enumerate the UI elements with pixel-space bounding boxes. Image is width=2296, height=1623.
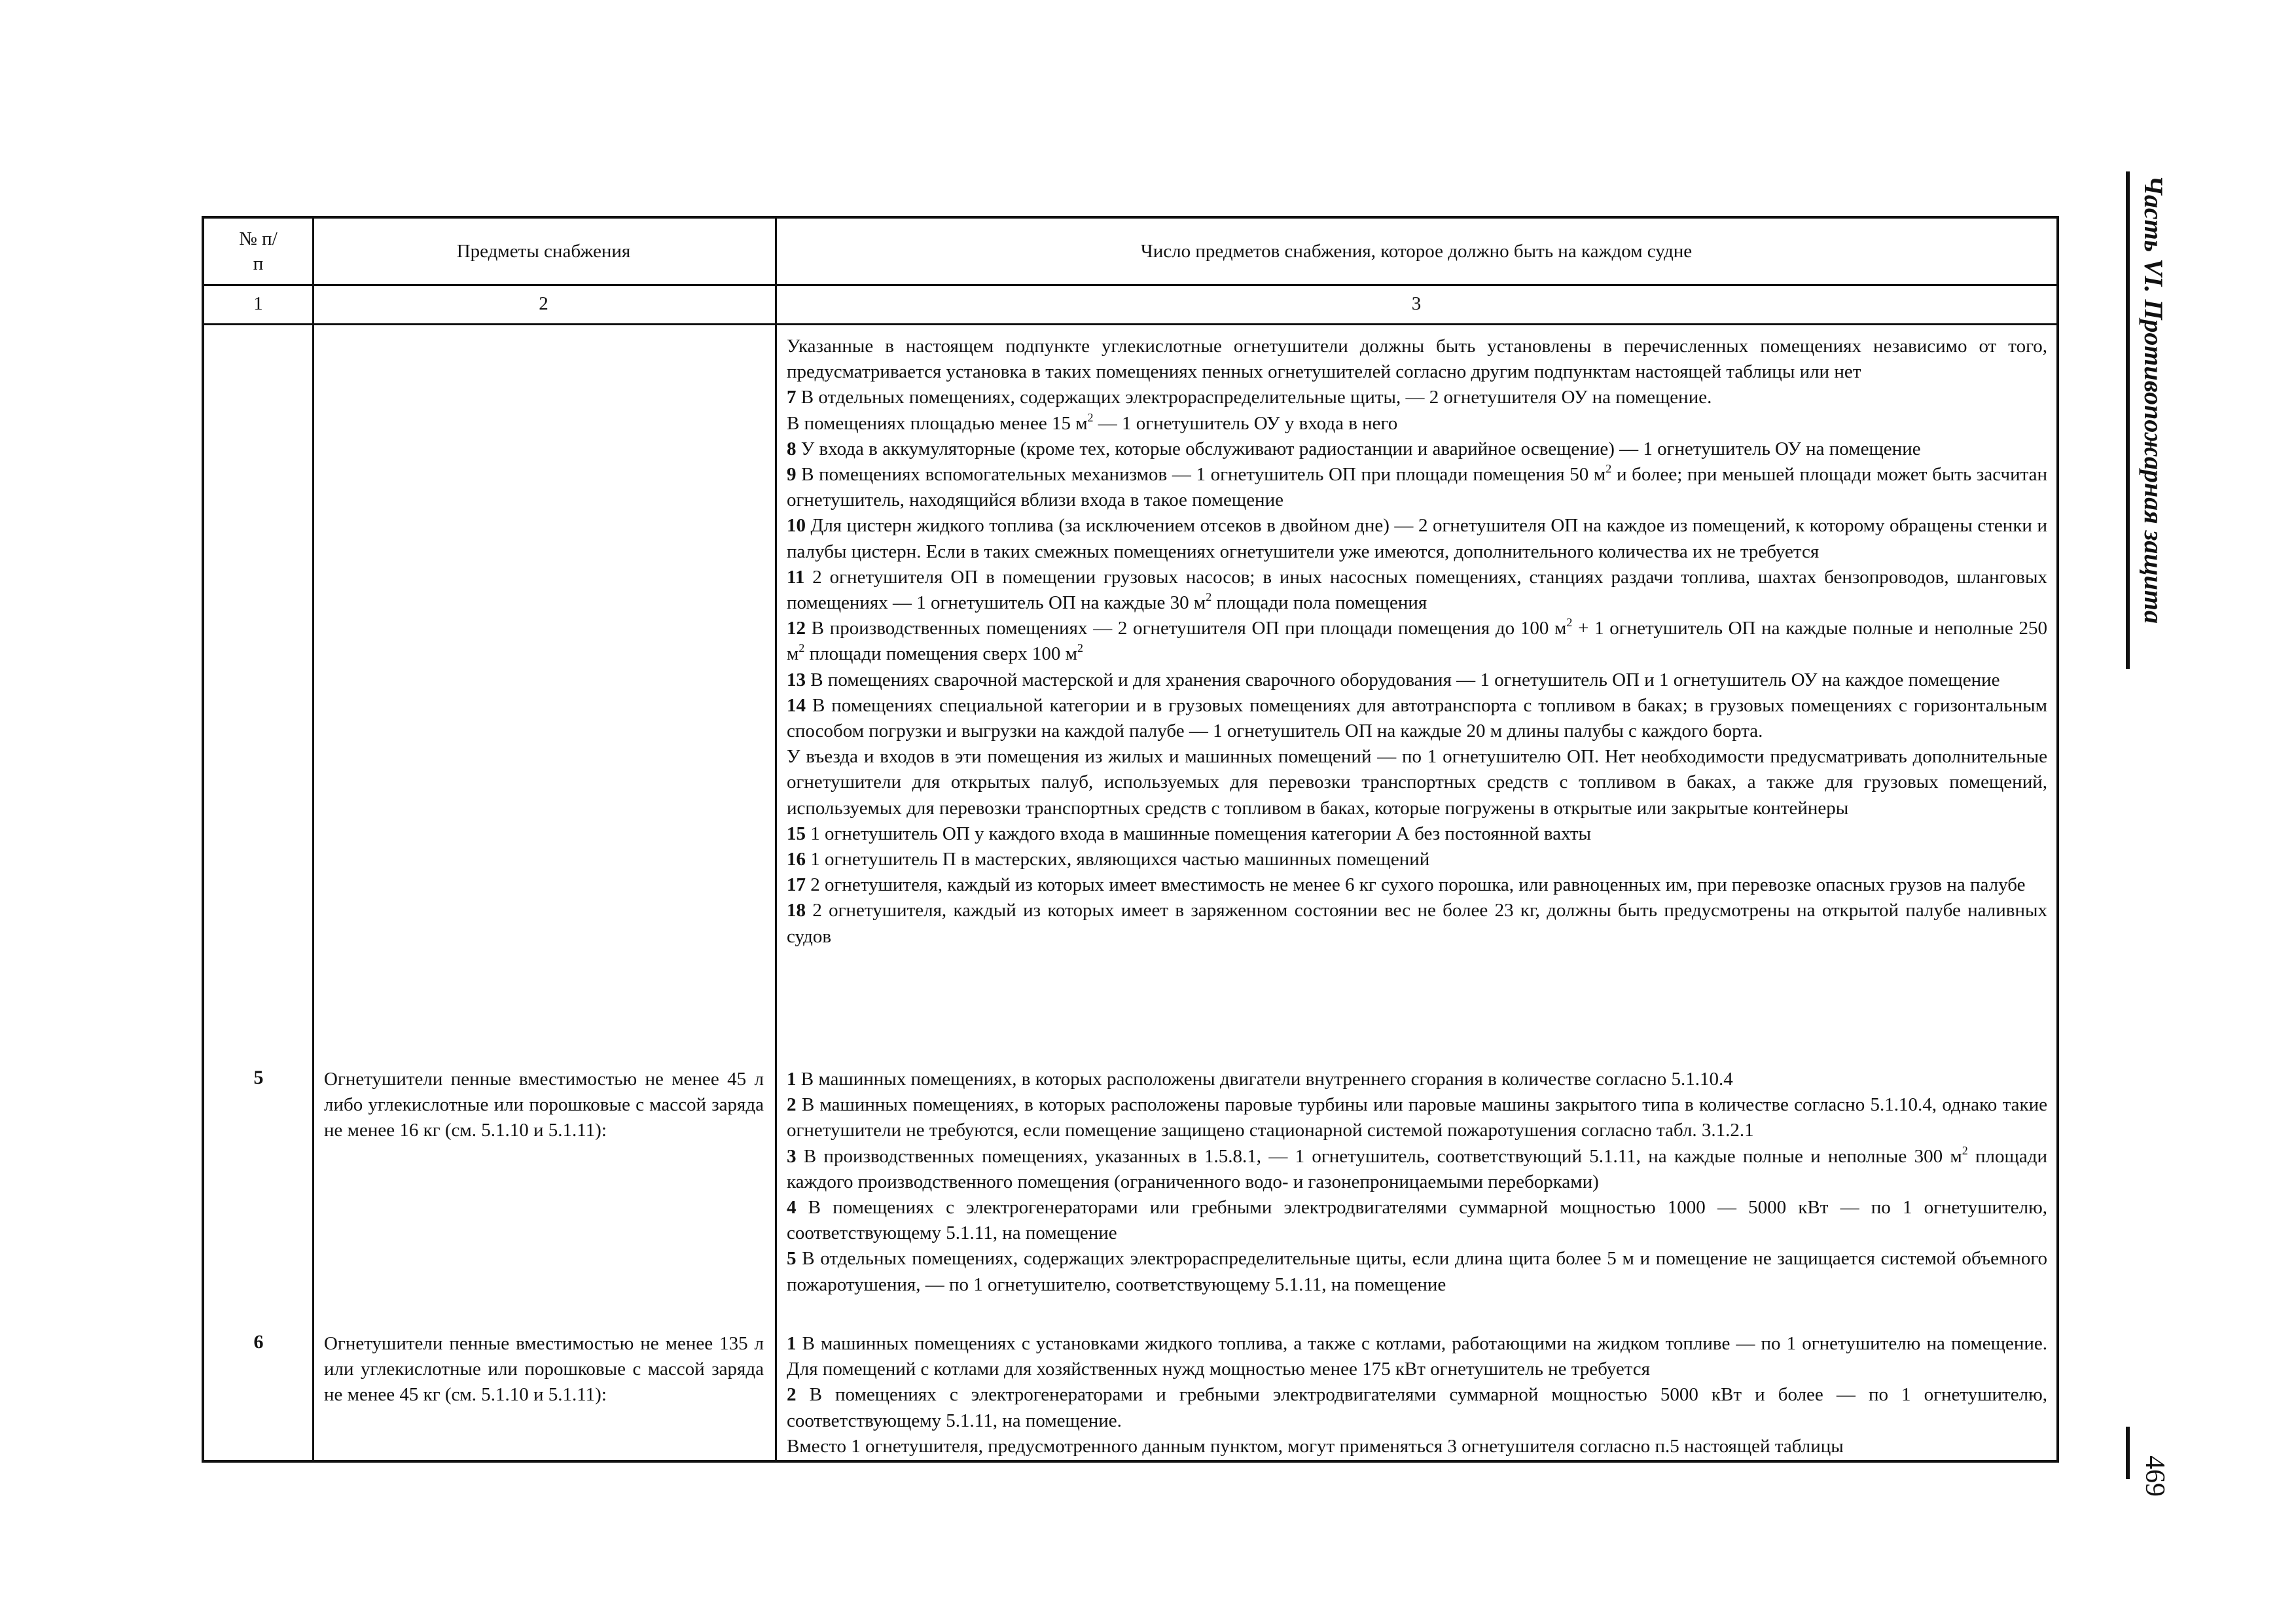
- item-7b-post: — 1 огнетушитель ОУ у входа в него: [1093, 412, 1398, 434]
- row-6-number: 6: [253, 1331, 264, 1353]
- row-5-item-4: [787, 1195, 2047, 1246]
- item-11: [787, 565, 2047, 616]
- item-15-number: 15: [787, 823, 806, 844]
- item-15-text: 1 огнетушитель ОП у каждого входа в машинные помещения категории А без постоянной вахты: [806, 823, 1592, 844]
- item-12: [787, 616, 2047, 667]
- numbering-divider: [204, 323, 2056, 325]
- column-divider-1: [312, 219, 314, 1460]
- continuation-block: [787, 334, 2047, 950]
- intro-paragraph: [787, 334, 2047, 385]
- item-7b: [787, 411, 2047, 437]
- header-quantity-label: Число предметов снабжения, которое должно быть на каждом судне: [1140, 241, 1693, 262]
- intro-text: Указанные в настоящем подпункте углекислотные огнетушители должны быть установлены в перечисленных помещениях независимо от того, предусматривается установка в таких помещениях пенных огнетушителей согласно другим подпунктам настоящей таблицы или нет: [787, 336, 2047, 383]
- item-7b-sup: 2: [1087, 410, 1094, 424]
- item-12-number: 12: [787, 618, 806, 639]
- supply-table: [202, 216, 2059, 1463]
- item-11-pre: 2 огнетушителя ОП в помещении грузовых насосов; в иных насосных помещениях, станциях раздачи топлива, шахтах бензопроводов, шланговых помещениях — 1 огнетушитель ОП на каждые 30 м: [787, 566, 2047, 614]
- col-number-2: [312, 284, 775, 323]
- header-number: [204, 219, 312, 284]
- item-16-text: 1 огнетушитель П в мастерских, являющихся частью машинных помещений: [806, 849, 1430, 870]
- item-14b-text: У въезда и входов в эти помещения из жилых и машинных помещений — по 1 огнетушителю ОП. Нет необходимости предусматривать дополнительные огнетушители для открытых палуб, используемых для перевозки транспортных средств с топливом в баках, а также для грузовых помещений, используемых для перевозки транспортных средств с топливом в баках, которые погружены в открытые или закрытые контейнеры: [787, 746, 2047, 819]
- item-12-mid: + 1 огнетушитель ОП на каждые полные и неполные 250 м: [787, 618, 2047, 665]
- item-14-text: В помещениях специальной категории и в грузовых помещениях для автотранспорта с топливом в баках; в грузовых помещениях с горизонтальным способом погрузки и выгрузки на каждой палубе — 1 огнетушитель ОП на каждые 20 м длины палубы с каждого борта.: [787, 694, 2047, 742]
- item-11-number: 11: [787, 566, 805, 588]
- row-5-item-1-text: В машинных помещениях, в которых расположены двигатели внутреннего сгорания в количестве согласно 5.1.10.4: [796, 1069, 1733, 1090]
- row-5-item-1: [787, 1067, 2047, 1092]
- row-6-quantity: [787, 1331, 2047, 1459]
- row-5-quantity: [787, 1067, 2047, 1298]
- item-15: [787, 821, 2047, 847]
- column-divider-2: [775, 219, 777, 1460]
- item-14: [787, 693, 2047, 744]
- item-18: [787, 898, 2047, 949]
- item-9-pre: В помещениях вспомогательных механизмов — 1 огнетушитель ОП при площади помещения 50 м: [796, 464, 1606, 486]
- col-number-1: [204, 284, 312, 323]
- item-11-post: площади пола помещения: [1211, 592, 1427, 614]
- row-6-item-1: [787, 1331, 2047, 1382]
- item-9-sup: 2: [1605, 462, 1612, 476]
- item-7-number: 7: [787, 387, 797, 408]
- row-5-item-3-number: 3: [787, 1145, 797, 1167]
- item-14-number: 14: [787, 694, 806, 716]
- item-12-pre: В производственных помещениях — 2 огнетушителя ОП при площади помещения до 100 м: [806, 618, 1567, 639]
- item-12-mid2: площади помещения сверх 100 м: [804, 643, 1077, 665]
- row-5-item-1-number: 1: [787, 1069, 797, 1090]
- header-items: [312, 219, 775, 284]
- row-6-item-1-number: 1: [787, 1333, 797, 1354]
- item-13: [787, 668, 2047, 693]
- row-6-item: [324, 1331, 764, 1408]
- item-8-number: 8: [787, 438, 797, 459]
- page-number: 469: [2140, 1455, 2170, 1497]
- row-5-item-2-text: В машинных помещениях, в которых расположены паровые турбины или паровые машины закрытого типа в количестве согласно 5.1.10.4, однако такие огнетушители не требуются, если помещение защищено стационарной системой пожаротушения согласно табл. 3.1.2.1: [787, 1094, 2047, 1141]
- col-number-1-label: 1: [253, 293, 263, 314]
- row-6-item-2-number: 2: [787, 1384, 797, 1406]
- row-5-item-4-text: В помещениях с электрогенераторами или гребными электродвигателями суммарной мощностью 1000 — 5000 кВт — по 1 огнетушителю, соответствующему 5.1.11, на помещение: [787, 1197, 2047, 1244]
- row-5-item-4-number: 4: [787, 1197, 797, 1219]
- row-5-item-2: [787, 1092, 2047, 1143]
- row-5-item-3-post: площади каждого производственного помещения (ограниченного водо- и газонепроницаемыми переборками): [787, 1145, 2047, 1192]
- row-6-item-1-text: В машинных помещениях с установками жидкого топлива, а также с котлами, работающими на жидком топливе — по 1 огнетушителю на помещение. Для помещений с котлами для хозяйственных нужд мощностью менее 175 кВт огнетушитель не требуется: [787, 1333, 2047, 1380]
- row-6-item-2-text: В помещениях с электрогенераторами и гребными электродвигателями суммарной мощностью 5000 кВт и более — по 1 огнетушителю, соответствующему 5.1.11, на помещение.: [787, 1384, 2047, 1431]
- side-rule-top: [2126, 171, 2130, 669]
- item-14b: [787, 744, 2047, 821]
- item-16: [787, 847, 2047, 872]
- item-13-number: 13: [787, 669, 806, 690]
- row-5-number: 5: [253, 1067, 264, 1088]
- row-5-item-3-sup: 2: [1962, 1143, 1968, 1157]
- col-number-3: [775, 284, 2058, 323]
- row-6-item-text: Огнетушители пенные вместимостью не менее 135 л или углекислотные или порошковые с массой заряда не менее 45 кг (см. 5.1.10 и 5.1.11):: [324, 1333, 764, 1406]
- item-11-sup: 2: [1206, 590, 1212, 604]
- item-10-number: 10: [787, 515, 806, 537]
- item-7b-pre: В помещениях площадью менее 15 м: [787, 412, 1088, 434]
- item-12-sup3: 2: [1077, 641, 1083, 655]
- item-8: [787, 437, 2047, 462]
- item-9: [787, 462, 2047, 513]
- item-17: [787, 872, 2047, 898]
- col-number-2-label: 2: [539, 293, 548, 314]
- item-12-sup1: 2: [1566, 616, 1573, 630]
- item-9-number: 9: [787, 464, 797, 486]
- item-10: [787, 513, 2047, 564]
- running-title: Часть VI. Противопожарная защита: [2139, 175, 2168, 624]
- item-13-text: В помещениях сварочной мастерской и для хранения сварочного оборудования — 1 огнетушитель ОП и 1 огнетушитель ОУ на каждое помещение: [806, 669, 2000, 690]
- row-5-item-5-text: В отдельных помещениях, содержащих электрораспределительные щиты, если длина щита более 5 м и помещение не защищается системой объемного пожаротушения, — по 1 огнетушителю, соответствующему 5.1.11, на помещение: [787, 1248, 2047, 1295]
- item-16-number: 16: [787, 849, 806, 870]
- row-6-item-2: [787, 1382, 2047, 1433]
- header-quantity: [775, 219, 2058, 284]
- item-9-post: и более; при меньшей площади может быть засчитан огнетушитель, находящийся вблизи входа в такое помещение: [787, 464, 2048, 511]
- item-18-number: 18: [787, 900, 806, 921]
- row-6-item-3-text: Вместо 1 огнетушителя, предусмотренного данным пунктом, могут применяться 3 огнетушителя согласно п.5 настоящей таблицы: [787, 1435, 1844, 1457]
- item-7: [787, 385, 2047, 410]
- item-12-sup2: 2: [798, 641, 805, 655]
- item-8-text: У входа в аккумуляторные (кроме тех, которые обслуживают радиостанции и аварийное освещение) — 1 огнетушитель ОУ на помещение: [796, 438, 1921, 459]
- item-7-text: В отдельных помещениях, содержащих электрораспределительные щиты, — 2 огнетушителя ОУ на помещение.: [796, 387, 1712, 408]
- side-rule-bottom: [2126, 1427, 2130, 1479]
- item-17-text: 2 огнетушителя, каждый из которых имеет вместимость не менее 6 кг сухого порошка, или равноценных им, при перевозке опасных грузов на палубе: [806, 874, 2026, 896]
- row-5-item-3: [787, 1144, 2047, 1195]
- row-6-item-3: [787, 1434, 2047, 1459]
- header-items-label: Предметы снабжения: [456, 241, 631, 262]
- row-5-item-5: [787, 1246, 2047, 1297]
- header-number-label: № п/п: [239, 228, 278, 274]
- col-number-3-label: 3: [1411, 293, 1422, 314]
- row-5-item-text: Огнетушители пенные вместимостью не менее 45 л либо углекислотные или порошковые с массой заряда не менее 16 кг (см. 5.1.10 и 5.1.11):: [324, 1069, 764, 1141]
- row-5-item-3-pre: В производственных помещениях, указанных в 1.5.8.1, — 1 огнетушитель, соответствующий 5.1.11, на каждые полные и неполные 300 м: [796, 1145, 1962, 1167]
- item-18-text: 2 огнетушителя, каждый из которых имеет в заряженном состоянии вес не более 23 кг, должны быть предусмотрены на открытой палубе наливных судов: [787, 900, 2047, 947]
- item-10-text: Для цистерн жидкого топлива (за исключением отсеков в двойном дне) — 2 огнетушителя ОП на каждое из помещений, к которому обращены стенки и палубы цистерн. Если в таких смежных помещениях огнетушители уже имеются, дополнительного количества их не требуется: [787, 515, 2047, 562]
- row-5-item: [324, 1067, 764, 1144]
- row-5-item-5-number: 5: [787, 1248, 797, 1270]
- row-5-item-2-number: 2: [787, 1094, 797, 1116]
- item-17-number: 17: [787, 874, 806, 896]
